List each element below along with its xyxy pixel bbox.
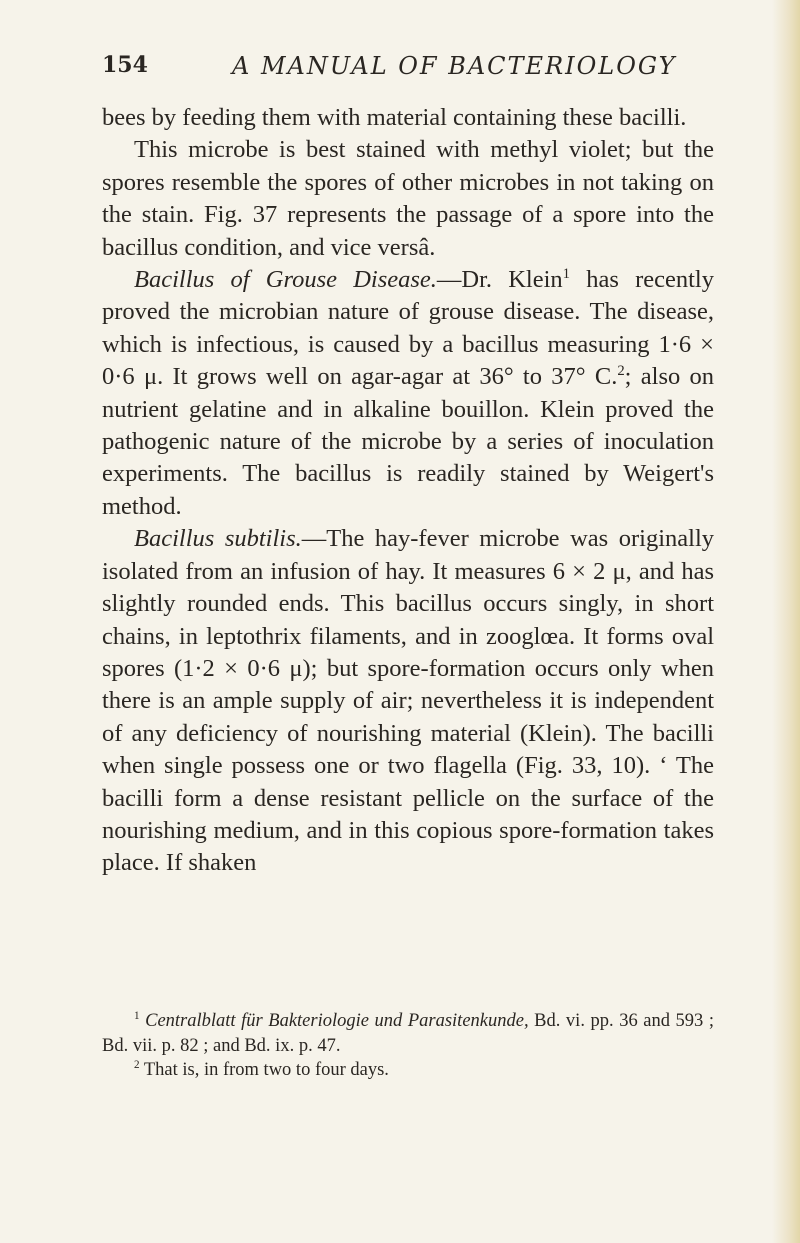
paragraph-continuation <box>102 102 714 134</box>
footnote <box>102 1009 714 1058</box>
section-heading: Bacillus subtilis. <box>134 525 302 553</box>
page-header <box>102 52 740 92</box>
page-number: 154 <box>102 52 148 78</box>
footnote-ref: 1 <box>562 265 571 282</box>
paragraph-text: —Dr. Klein <box>436 266 563 294</box>
footnote <box>102 1058 714 1083</box>
page-edge-shading <box>772 0 800 1243</box>
paragraph-text: ; also on nutrient gelatine and in alkaline bouillon. Klein proved the pathogenic nature of the microbe by a series of inoculation experiments. The bacillus is readily stained by Weigert's method. <box>102 363 715 520</box>
footnotes <box>102 1009 714 1083</box>
paragraph-bacillus-subtilis <box>102 523 714 879</box>
paragraph-stain <box>102 134 714 264</box>
footnote-marker: 2 <box>134 1058 140 1071</box>
footnote-ref: 2 <box>617 363 625 380</box>
running-title: A MANUAL OF BACTERIOLOGY <box>232 52 677 80</box>
footnote-marker: 1 <box>134 1009 140 1022</box>
paragraph-text: has recently proved the microbian nature of grouse disease. The disease, which is infectious, is caused by a bacillus measuring 1·6 × 0·6 μ. It grows well on agar-agar at 36° to 37° C. <box>102 266 714 391</box>
paragraph-text: —The hay-fever microbe was originally isolated from an infusion of hay. It measures 6 × 2 μ, and has slightly rounded ends. This bacillus occurs singly, in short chains, in leptothrix filaments, and in zooglœa. It forms oval spores (1·2 × 0·6 μ); but spore-formation occurs only when there is an ample supply of air; nevertheless it is independent of any deficiency of nourishing material (Klein). The bacilli when single possess one or two flagella (Fig. 33, 10). ‘ The bacilli form a dense resistant pellicle on the surface of the nourishing medium, and in this copious spore-formation takes place. If shaken <box>102 525 715 877</box>
paragraph-grouse-disease <box>102 264 714 523</box>
journal-title: Centralblatt für Bakteriologie und Parasitenkunde, <box>145 1011 529 1031</box>
footnote-text: Bd. vi. pp. 36 and 593 ; Bd. vii. p. 82 ; and Bd. ix. p. 47. <box>102 1011 714 1056</box>
paragraph-text: This microbe is best stained with methyl violet; but the spores resemble the spores of other microbes in not taking on the stain. Fig. 37 represents the passage of a spore into the bacillus condition, and vice versâ. <box>102 136 714 261</box>
footnote-text: That is, in from two to four days. <box>143 1060 389 1080</box>
paragraph-text: bees by feeding them with material containing these bacilli. <box>102 104 687 131</box>
section-heading: Bacillus of Grouse Disease. <box>134 266 437 294</box>
body-text <box>102 102 714 880</box>
